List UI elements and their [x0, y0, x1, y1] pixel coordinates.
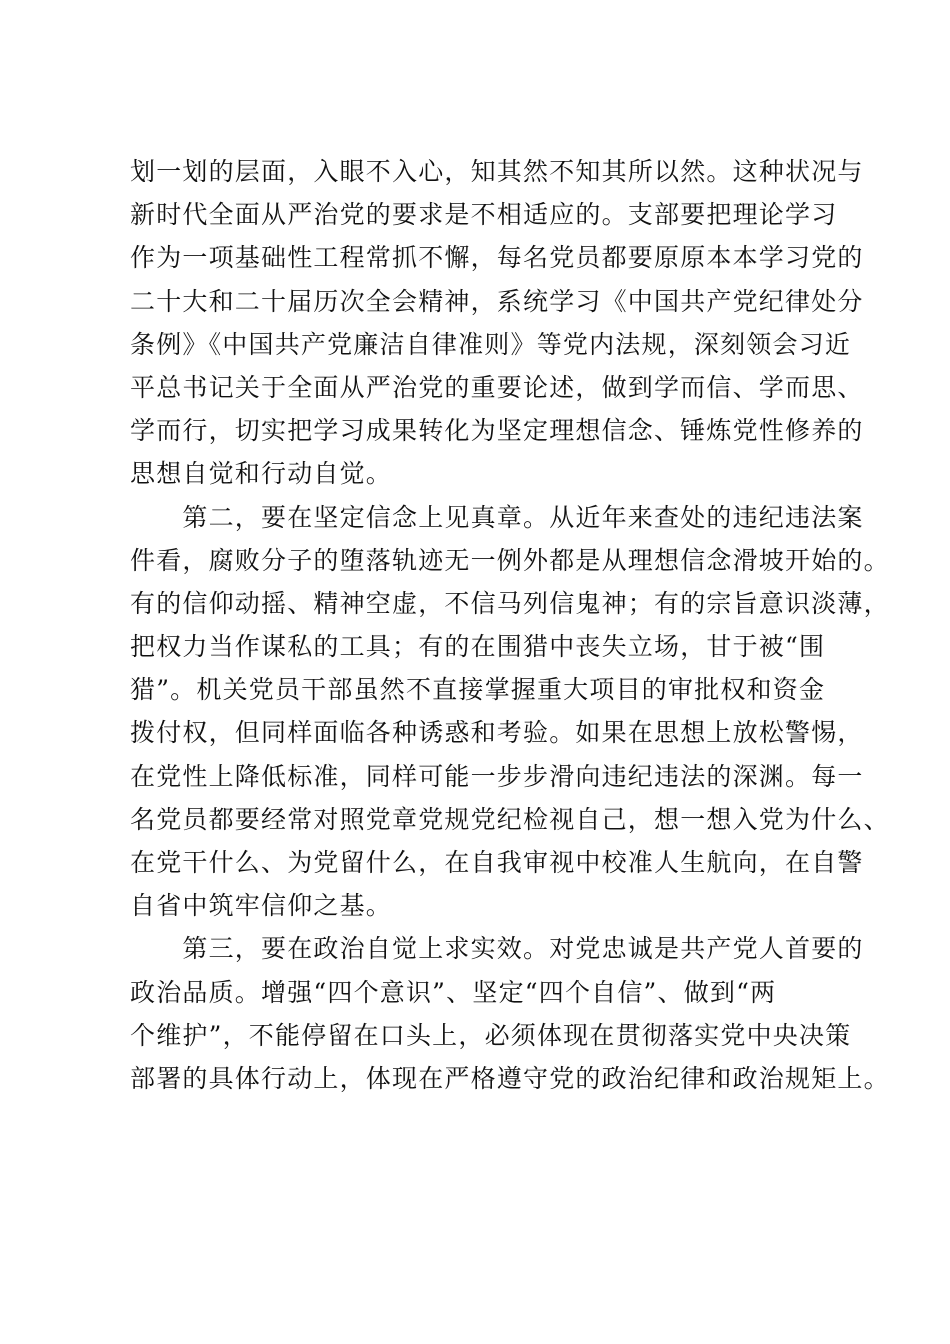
text-line: 学而行，切实把学习成果转化为坚定理想信念、锤炼党性修养的: [130, 416, 864, 446]
text-line: 件看，腐败分子的堕落轨迹无一例外都是从理想信念滑坡开始的。: [130, 545, 890, 575]
text-line: 拨付权，但同样面临各种诱惑和考验。如果在思想上放松警惕，: [130, 718, 864, 748]
text-line: 二十大和二十届历次全会精神，系统学习《中国共产党纪律处分: [130, 286, 864, 316]
text-line: 有的信仰动摇、精神空虚，不信马列信鬼神；有的宗旨意识淡薄，: [130, 588, 890, 618]
text-line: 第二，要在坚定信念上见真章。从近年来查处的违纪违法案: [130, 502, 864, 532]
text-line: 把权力当作谋私的工具；有的在围猎中丧失立场，甘于被“围: [130, 632, 826, 662]
text-line: 政治品质。增强“四个意识”、坚定“四个自信”、做到“两: [130, 977, 777, 1007]
text-line: 名党员都要经常对照党章党规党纪检视自己，想一想入党为什么、: [130, 804, 890, 834]
paragraph-second-point: [130, 496, 890, 928]
text-line: 在党性上降低标准，同样可能一步步滑向违纪违法的深渊。每一: [130, 761, 864, 791]
text-line: 平总书记关于全面从严治党的重要论述，做到学而信、学而思、: [130, 372, 864, 402]
paragraph-third-point: [130, 927, 890, 1100]
text-line: 自省中筑牢信仰之基。: [130, 891, 393, 921]
document-body: [130, 150, 890, 1100]
paragraph-theory-study: [130, 150, 864, 496]
text-line: 部署的具体行动上，体现在严格遵守党的政治纪律和政治规矩上。: [130, 1063, 890, 1093]
text-line: 在党干什么、为党留什么，在自我审视中校准人生航向，在自警: [130, 848, 864, 877]
text-line: 第三，要在政治自觉上求实效。对党忠诚是共产党人首要的: [130, 934, 864, 964]
text-line: 作为一项基础性工程常抓不懈，每名党员都要原原本本学习党的: [130, 243, 864, 273]
text-line: 划一划的层面，入眼不入心，知其然不知其所以然。这种状况与: [130, 157, 864, 186]
text-line: 思想自觉和行动自觉。: [130, 459, 393, 489]
text-line: 新时代全面从严治党的要求是不相适应的。支部要把理论学习: [130, 200, 838, 230]
text-line: 条例》《中国共产党廉洁自律准则》等党内法规，深刻领会习近: [130, 329, 852, 359]
text-line: 个维护”，不能停留在口头上，必须体现在贯彻落实党中央决策: [130, 1020, 852, 1050]
text-line: 猎”。机关党员干部虽然不直接掌握重大项目的审批权和资金: [130, 675, 826, 705]
